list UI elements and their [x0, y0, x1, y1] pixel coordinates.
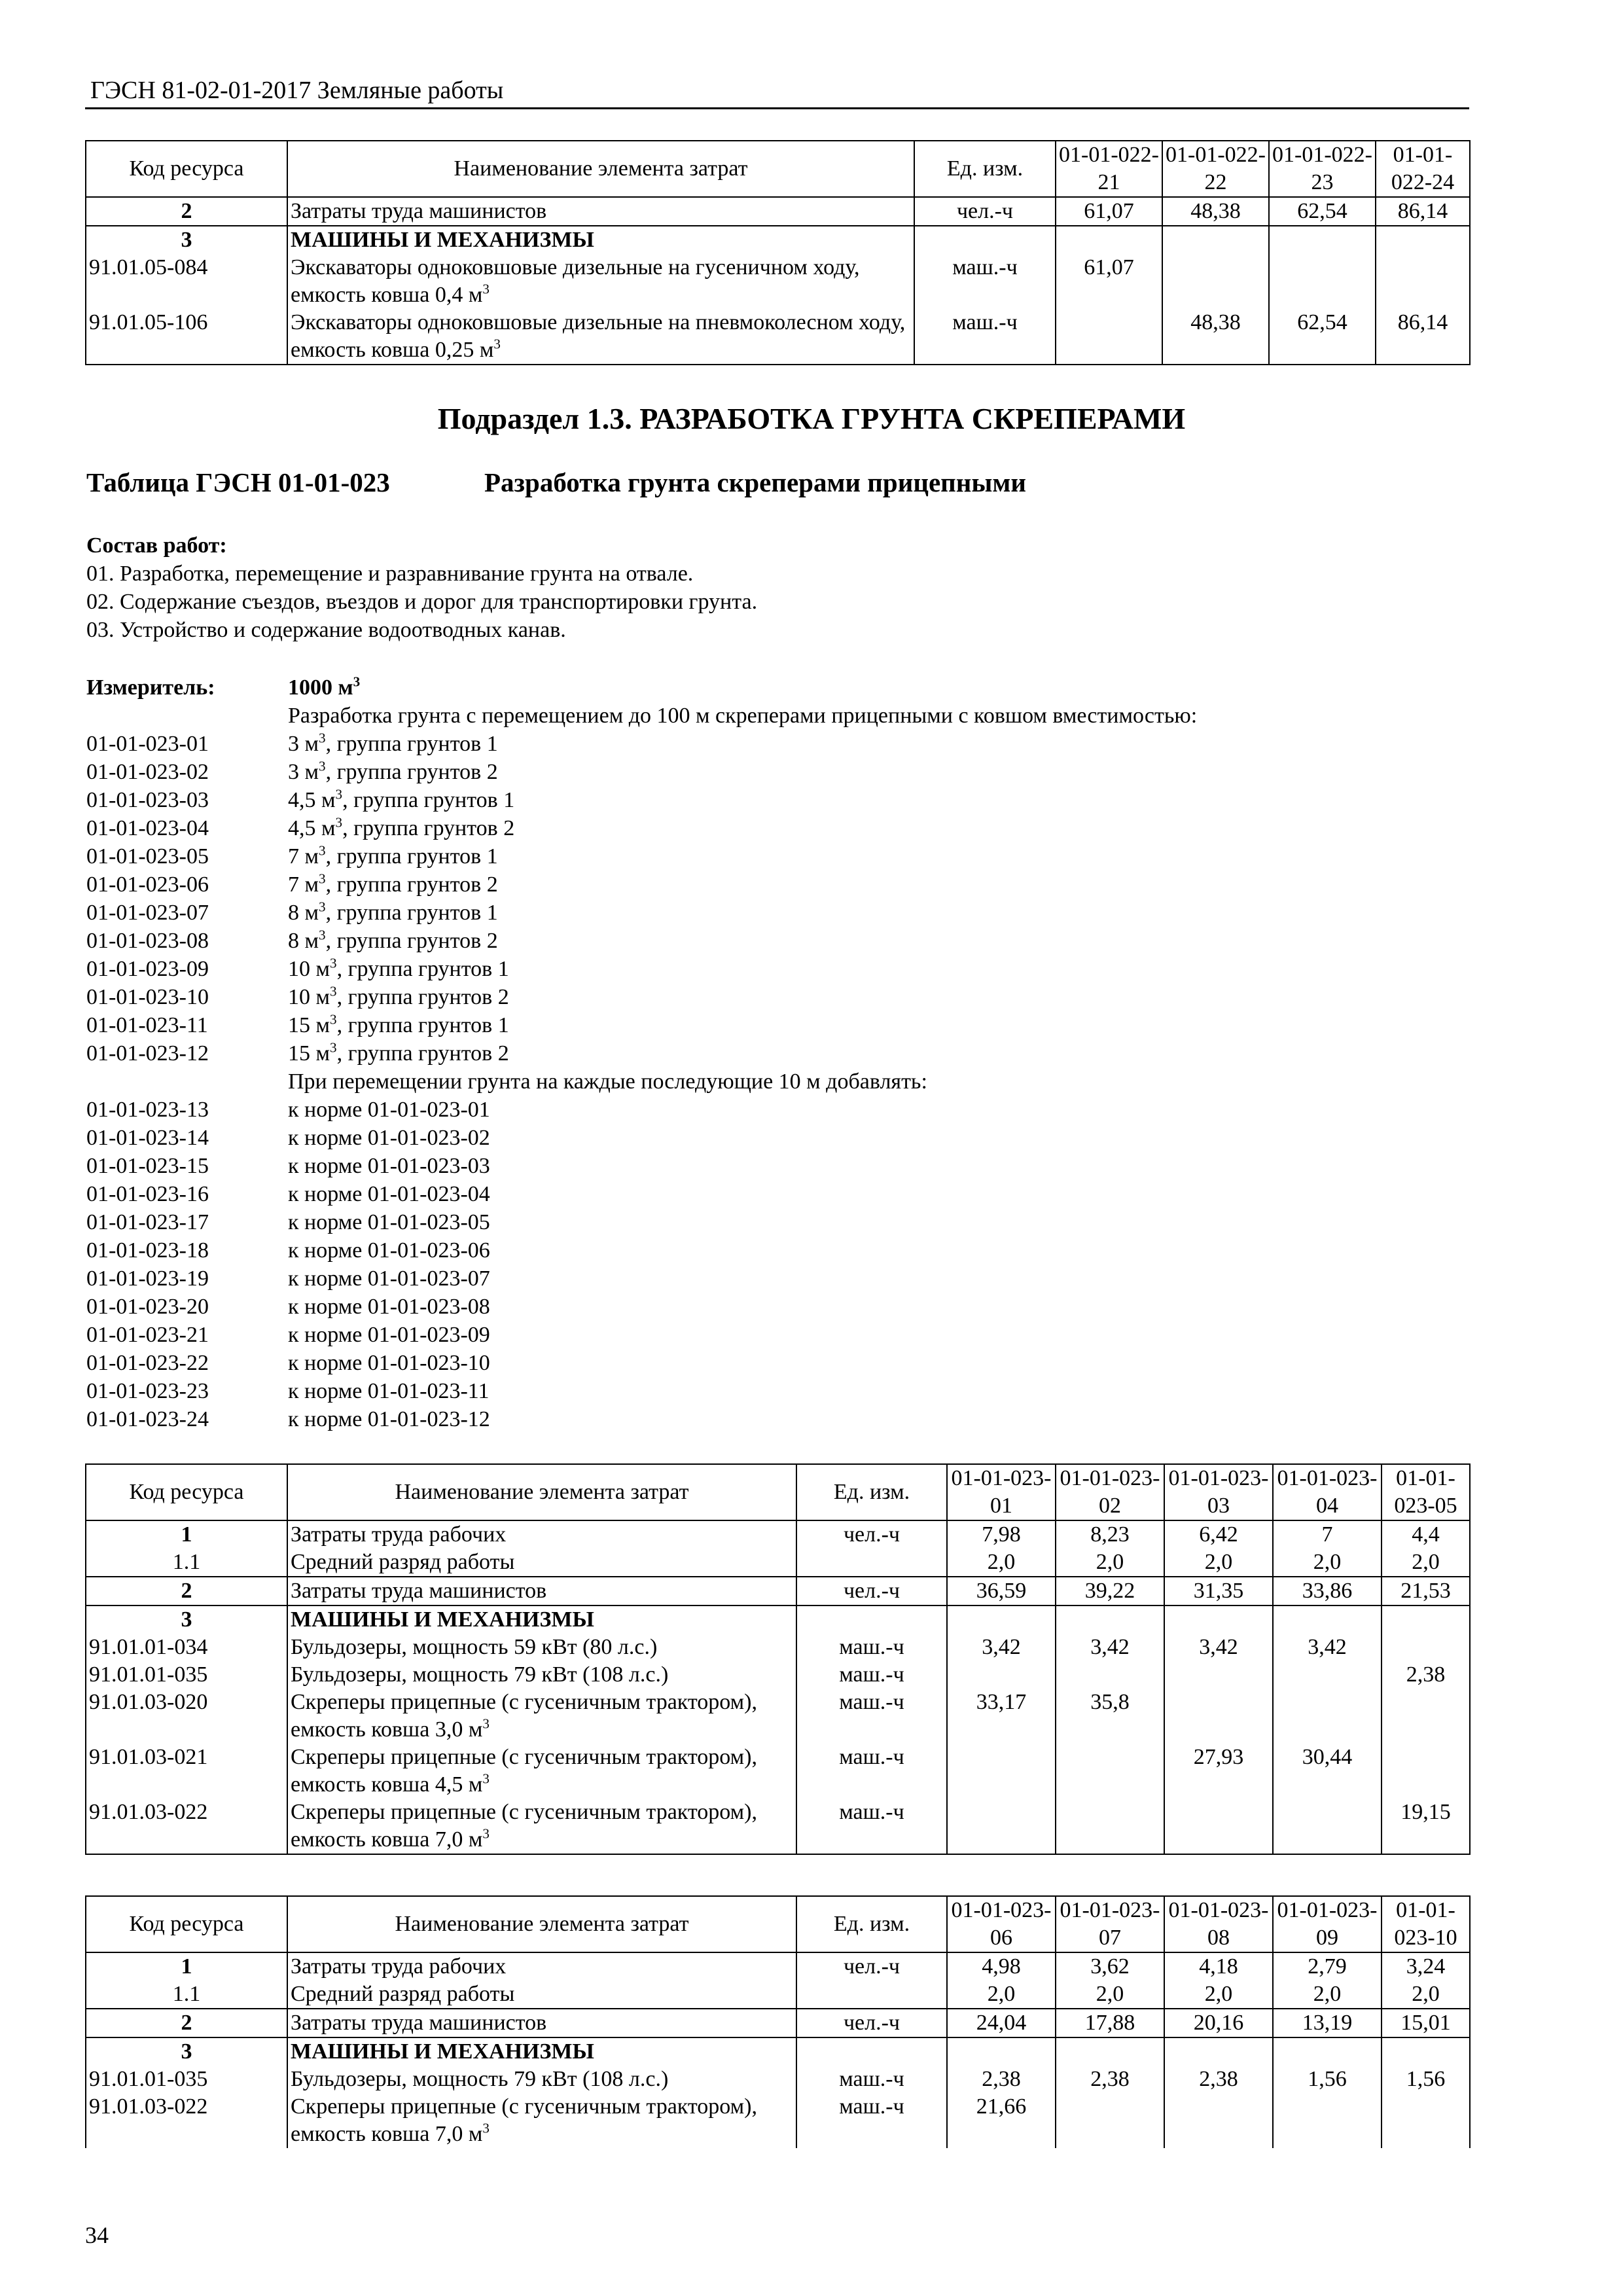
resource-value: 7,98	[947, 1520, 1056, 1549]
empty-cell	[1162, 226, 1269, 254]
resource-value	[1273, 1799, 1382, 1854]
resource-unit: чел.-ч	[914, 197, 1056, 226]
resource-name-text: Скреперы прицепные (с гусеничным трактором), емкость ковша 7,0 $м^3$	[291, 1800, 757, 1852]
norms-intro-2: При перемещении грунта на каждые последующие 10 м добавлять:	[288, 1069, 927, 1094]
resource-value	[1056, 2093, 1164, 2148]
resource-value: 39,22	[1056, 1577, 1164, 1605]
resource-code: 91.01.01-035	[86, 2066, 287, 2093]
resource-value: 7	[1273, 1520, 1382, 1549]
resource-value: 19,15	[1382, 1799, 1470, 1854]
norm-item	[86, 955, 1467, 983]
works-item: 01. Разработка, перемещение и разравнивание грунта на отвале.	[86, 562, 694, 586]
norm-description: к норме 01-01-023-11	[288, 1379, 490, 1403]
resource-unit: маш.-ч	[796, 1634, 947, 1661]
col-header-code: Код ресурса	[86, 141, 287, 197]
resource-name-text: Скреперы прицепные (с гусеничным трактором), емкость ковша 7,0 $м^3$	[291, 2094, 757, 2146]
norm-code: 01-01-023-14	[86, 1126, 209, 1150]
resource-value: 1,56	[1382, 2066, 1470, 2093]
resource-unit: маш.-ч	[796, 1689, 947, 1744]
measurer-label: Измеритель:	[86, 675, 215, 700]
norm-code: 01-01-023-15	[86, 1154, 209, 1178]
resource-value: 30,44	[1273, 1744, 1382, 1799]
resource-code: 91.01.03-022	[86, 2093, 287, 2148]
norm-code: 01-01-023-20	[86, 1295, 209, 1319]
table-row	[86, 1799, 1470, 1854]
resource-value: 2,38	[1382, 1661, 1470, 1689]
resource-value: 21,66	[947, 2093, 1056, 2148]
works-section	[86, 531, 757, 644]
norm-code: 01-01-023-07	[86, 901, 209, 925]
resource-value: 2,0	[1056, 1549, 1164, 1577]
norm-code: 01-01-023-23	[86, 1379, 209, 1403]
resource-name	[287, 254, 914, 309]
norm-description: к норме 01-01-023-02	[288, 1126, 490, 1150]
resource-code: 1.1	[86, 1549, 287, 1577]
resource-code: 91.01.03-021	[86, 1744, 287, 1799]
resource-table-022	[85, 140, 1471, 365]
norm-item	[86, 1349, 1467, 1377]
measurer-value: 1000 $м^3$	[288, 673, 361, 700]
table-row	[86, 1689, 1470, 1744]
empty-cell	[1376, 226, 1470, 254]
col-header-name: Наименование элемента затрат	[287, 1896, 796, 1952]
resource-value: 13,19	[1273, 2009, 1382, 2037]
table-row	[86, 1605, 1470, 1634]
norm-code: 01-01-023-17	[86, 1210, 209, 1234]
resource-value: 6,42	[1164, 1520, 1273, 1549]
col-header-norm: 01-01-023-02	[1056, 1464, 1164, 1520]
table-row	[86, 1520, 1470, 1549]
norm-description: 4,5 $м^3$, группа грунтов 1	[288, 786, 515, 812]
page-number: 34	[85, 2222, 109, 2248]
norms-group	[86, 1096, 1467, 1433]
resource-name	[287, 309, 914, 365]
norm-description: 4,5 $м^3$, группа грунтов 2	[288, 814, 515, 840]
resource-code: 91.01.01-034	[86, 1634, 287, 1661]
running-header: ГЭСН 81-02-01-2017 Земляные работы	[90, 77, 504, 104]
resource-unit: чел.-ч	[796, 1952, 947, 1981]
resource-value	[1382, 2093, 1470, 2148]
table-header-row	[86, 1896, 1470, 1952]
resource-value: 4,4	[1382, 1520, 1470, 1549]
empty-cell	[1056, 1605, 1164, 1634]
resource-name: МАШИНЫ И МЕХАНИЗМЫ	[287, 1605, 796, 1634]
table-row	[86, 254, 1470, 309]
resource-value: 20,16	[1164, 2009, 1273, 2037]
resource-name: МАШИНЫ И МЕХАНИЗМЫ	[287, 226, 914, 254]
resource-value	[947, 1799, 1056, 1854]
norm-item	[86, 1405, 1467, 1433]
norm-code: 01-01-023-05	[86, 844, 209, 869]
resource-value: 86,14	[1376, 309, 1470, 365]
resource-name: Средний разряд работы	[287, 1549, 796, 1577]
table-id: Таблица ГЭСН 01-01-023	[86, 467, 390, 497]
resource-value: 2,38	[1056, 2066, 1164, 2093]
norm-code: 01-01-023-24	[86, 1407, 209, 1431]
resource-value: 2,0	[1382, 1981, 1470, 2009]
resource-name	[287, 2093, 796, 2148]
table-row	[86, 2037, 1470, 2066]
resource-value: 61,07	[1056, 197, 1162, 226]
resource-value: 15,01	[1382, 2009, 1470, 2037]
empty-cell	[1273, 2037, 1382, 2066]
resource-value: 1,56	[1273, 2066, 1382, 2093]
resource-value	[1164, 1661, 1273, 1689]
table-header-row	[86, 1464, 1470, 1520]
norm-description: 8 $м^3$, группа грунтов 1	[288, 899, 498, 925]
resource-value	[1382, 1634, 1470, 1661]
norm-item	[86, 899, 1467, 927]
resource-name: Бульдозеры, мощность 59 кВт (80 л.с.)	[287, 1634, 796, 1661]
norm-item	[86, 814, 1467, 842]
empty-cell	[1164, 1605, 1273, 1634]
resource-value: 3,24	[1382, 1952, 1470, 1981]
resource-value	[1269, 254, 1376, 309]
table-row	[86, 2066, 1470, 2093]
empty-cell	[947, 1605, 1056, 1634]
resource-value: 3,62	[1056, 1952, 1164, 1981]
empty-cell	[1269, 226, 1376, 254]
empty-cell	[1056, 2037, 1164, 2066]
table-header-row	[86, 141, 1470, 197]
col-header-norm: 01-01-023-08	[1164, 1896, 1273, 1952]
col-header-norm: 01-01-022-22	[1162, 141, 1269, 197]
resource-code: 91.01.01-035	[86, 1661, 287, 1689]
works-item: 02. Содержание съездов, въездов и дорог для транспортировки грунта.	[86, 590, 758, 614]
resource-value	[1162, 254, 1269, 309]
norm-item	[86, 1377, 1467, 1405]
resource-value: 21,53	[1382, 1577, 1470, 1605]
norm-description: 10 $м^3$, группа грунтов 2	[288, 983, 509, 1009]
resource-name: Затраты труда рабочих	[287, 1520, 796, 1549]
norm-description: 8 $м^3$, группа грунтов 2	[288, 927, 498, 953]
empty-cell	[1164, 2037, 1273, 2066]
resource-value	[1382, 1744, 1470, 1799]
col-header-norm: 01-01-022-24	[1376, 141, 1470, 197]
resource-value: 2,0	[1164, 1981, 1273, 2009]
norm-code: 01-01-023-03	[86, 788, 209, 812]
norm-item	[86, 870, 1467, 899]
table-row	[86, 2009, 1470, 2037]
resource-value: 24,04	[947, 2009, 1056, 2037]
col-header-norm: 01-01-022-23	[1269, 141, 1376, 197]
norm-item	[86, 1293, 1467, 1321]
resource-unit: маш.-ч	[914, 309, 1056, 365]
empty-cell	[914, 226, 1056, 254]
table-row	[86, 1549, 1470, 1577]
norm-code: 01-01-023-13	[86, 1098, 209, 1122]
norm-item	[86, 1265, 1467, 1293]
works-title: Состав работ:	[86, 533, 227, 558]
norm-description: 10 $м^3$, группа грунтов 1	[288, 955, 509, 981]
table-row	[86, 1981, 1470, 2009]
empty-cell	[796, 2037, 947, 2066]
resource-value: 61,07	[1056, 254, 1162, 309]
resource-name: Бульдозеры, мощность 79 кВт (108 л.с.)	[287, 1661, 796, 1689]
resource-name: Бульдозеры, мощность 79 кВт (108 л.с.)	[287, 2066, 796, 2093]
norm-item	[86, 786, 1467, 814]
norm-item	[86, 983, 1467, 1011]
measurer-row	[86, 673, 1467, 702]
resource-value	[1056, 1799, 1164, 1854]
resource-name-text: Скреперы прицепные (с гусеничным трактором), емкость ковша 4,5 $м^3$	[291, 1745, 757, 1797]
resource-value: 2,0	[947, 1981, 1056, 2009]
norm-item	[86, 1321, 1467, 1349]
resource-value	[947, 1744, 1056, 1799]
norm-description: к норме 01-01-023-10	[288, 1351, 490, 1375]
resource-unit: маш.-ч	[796, 2066, 947, 2093]
norm-item	[86, 1039, 1467, 1067]
resource-name	[287, 1744, 796, 1799]
norm-item	[86, 1011, 1467, 1039]
resource-value: 2,0	[1273, 1549, 1382, 1577]
resource-code: 1.1	[86, 1981, 287, 2009]
resource-value: 36,59	[947, 1577, 1056, 1605]
resource-value: 2,38	[1164, 2066, 1273, 2093]
resource-name	[287, 1689, 796, 1744]
resource-value	[1273, 1661, 1382, 1689]
resource-value: 17,88	[1056, 2009, 1164, 2037]
col-header-code: Код ресурса	[86, 1464, 287, 1520]
resource-value	[1273, 2093, 1382, 2148]
table-row	[86, 197, 1470, 226]
resource-name-text: Экскаваторы одноковшовые дизельные на пневмоколесном ходу, емкость ковша 0,25 $м^3$	[291, 310, 906, 362]
norm-item	[86, 1124, 1467, 1152]
empty-cell	[947, 2037, 1056, 2066]
norm-item	[86, 927, 1467, 955]
resource-name: МАШИНЫ И МЕХАНИЗМЫ	[287, 2037, 796, 2066]
resource-name	[287, 1799, 796, 1854]
subsection-title: Подраздел 1.3. РАЗРАБОТКА ГРУНТА СКРЕПЕРАМИ	[437, 402, 1186, 435]
resource-unit: маш.-ч	[796, 1661, 947, 1689]
resource-value: 2,0	[1056, 1981, 1164, 2009]
col-header-norm: 01-01-023-07	[1056, 1896, 1164, 1952]
col-header-unit: Ед. изм.	[914, 141, 1056, 197]
col-header-norm: 01-01-023-03	[1164, 1464, 1273, 1520]
empty-cell	[1382, 1605, 1470, 1634]
table-row	[86, 226, 1470, 254]
norm-code: 01-01-023-02	[86, 760, 209, 784]
resource-code: 2	[86, 2009, 287, 2037]
norm-description: к норме 01-01-023-09	[288, 1323, 490, 1347]
resource-table-023-06-10	[85, 1895, 1471, 2148]
resource-unit	[796, 1549, 947, 1577]
norm-item	[86, 1152, 1467, 1180]
col-header-unit: Ед. изм.	[796, 1896, 947, 1952]
norm-description: 3 $м^3$, группа грунтов 1	[288, 730, 498, 756]
norm-description: к норме 01-01-023-07	[288, 1266, 490, 1291]
resource-code: 91.01.05-106	[86, 309, 287, 365]
norm-code: 01-01-023-10	[86, 985, 209, 1009]
empty-cell	[1273, 1605, 1382, 1634]
works-item: 03. Устройство и содержание водоотводных канав.	[86, 618, 566, 642]
resource-code: 2	[86, 1577, 287, 1605]
norm-item	[86, 1236, 1467, 1265]
resource-name: Затраты труда машинистов	[287, 197, 914, 226]
resource-value	[1273, 1689, 1382, 1744]
resource-value	[1376, 254, 1470, 309]
table-name: Разработка грунта скреперами прицепными	[484, 467, 1026, 497]
table-row	[86, 1661, 1470, 1689]
norm-description: 3 $м^3$, группа грунтов 2	[288, 758, 498, 784]
table-row	[86, 1634, 1470, 1661]
norm-description: к норме 01-01-023-06	[288, 1238, 490, 1263]
resource-value	[1056, 1661, 1164, 1689]
resource-value: 62,54	[1269, 309, 1376, 365]
col-header-name: Наименование элемента затрат	[287, 1464, 796, 1520]
empty-cell	[1382, 2037, 1470, 2066]
resource-value: 27,93	[1164, 1744, 1273, 1799]
col-header-norm: 01-01-023-10	[1382, 1896, 1470, 1952]
resource-code: 1	[86, 1952, 287, 1981]
resource-name-text: Скреперы прицепные (с гусеничным трактором), емкость ковша 3,0 $м^3$	[291, 1690, 757, 1742]
col-header-norm: 01-01-023-06	[947, 1896, 1056, 1952]
resource-value: 86,14	[1376, 197, 1470, 226]
resource-value	[947, 1661, 1056, 1689]
resource-code: 1	[86, 1520, 287, 1549]
resource-name: Затраты труда рабочих	[287, 1952, 796, 1981]
resource-unit: маш.-ч	[796, 1799, 947, 1854]
norm-description: 7 $м^3$, группа грунтов 2	[288, 870, 498, 897]
col-header-norm: 01-01-023-04	[1273, 1464, 1382, 1520]
resource-value	[1056, 1744, 1164, 1799]
resource-value: 3,42	[1164, 1634, 1273, 1661]
norms-group	[86, 730, 1467, 1067]
table-row	[86, 2093, 1470, 2148]
col-header-norm: 01-01-023-05	[1382, 1464, 1470, 1520]
norm-code: 01-01-023-22	[86, 1351, 209, 1375]
resource-code: 91.01.03-020	[86, 1689, 287, 1744]
resource-value: 31,35	[1164, 1577, 1273, 1605]
resource-name: Затраты труда машинистов	[287, 2009, 796, 2037]
norm-code: 01-01-023-01	[86, 732, 209, 756]
resource-value: 2,0	[1164, 1549, 1273, 1577]
norm-item	[86, 842, 1467, 870]
norm-description: к норме 01-01-023-05	[288, 1210, 490, 1234]
resource-value: 2,0	[1273, 1981, 1382, 2009]
norm-description: к норме 01-01-023-03	[288, 1154, 490, 1178]
norm-item	[86, 730, 1467, 758]
norm-code: 01-01-023-18	[86, 1238, 209, 1263]
resource-code: 3	[86, 226, 287, 254]
col-header-norm: 01-01-022-21	[1056, 141, 1162, 197]
resource-value	[1164, 2093, 1273, 2148]
norm-description: 15 $м^3$, группа грунтов 2	[288, 1039, 509, 1066]
resource-unit: чел.-ч	[796, 1520, 947, 1549]
norm-code: 01-01-023-12	[86, 1041, 209, 1066]
resource-value: 48,38	[1162, 197, 1269, 226]
resource-code: 91.01.05-084	[86, 254, 287, 309]
norm-description: к норме 01-01-023-12	[288, 1407, 490, 1431]
resource-code: 3	[86, 1605, 287, 1634]
resource-value: 33,17	[947, 1689, 1056, 1744]
norm-description: к норме 01-01-023-04	[288, 1182, 490, 1206]
resource-unit: маш.-ч	[796, 1744, 947, 1799]
resource-value: 4,98	[947, 1952, 1056, 1981]
resource-value: 4,18	[1164, 1952, 1273, 1981]
col-header-norm: 01-01-023-09	[1273, 1896, 1382, 1952]
norm-code: 01-01-023-19	[86, 1266, 209, 1291]
norm-description: к норме 01-01-023-08	[288, 1295, 490, 1319]
norms-intro: Разработка грунта с перемещением до 100 м скреперами прицепными с ковшом вместимостью:	[288, 704, 1198, 728]
norm-description: к норме 01-01-023-01	[288, 1098, 490, 1122]
resource-unit: маш.-ч	[914, 254, 1056, 309]
norm-code: 01-01-023-08	[86, 929, 209, 953]
empty-cell	[796, 1605, 947, 1634]
resource-value: 2,0	[1382, 1549, 1470, 1577]
norm-item	[86, 758, 1467, 786]
norm-item	[86, 1208, 1467, 1236]
resource-table-023-01-05	[85, 1463, 1471, 1855]
col-header-name: Наименование элемента затрат	[287, 141, 914, 197]
resource-value: 8,23	[1056, 1520, 1164, 1549]
header-rule	[85, 107, 1469, 109]
col-header-code: Код ресурса	[86, 1896, 287, 1952]
norm-code: 01-01-023-04	[86, 816, 209, 840]
norm-description: 15 $м^3$, группа грунтов 1	[288, 1011, 509, 1037]
resource-value: 48,38	[1162, 309, 1269, 365]
resource-value: 33,86	[1273, 1577, 1382, 1605]
norm-description: 7 $м^3$, группа грунтов 1	[288, 842, 498, 869]
norm-code: 01-01-023-16	[86, 1182, 209, 1206]
resource-unit: чел.-ч	[796, 1577, 947, 1605]
resource-value: 2,79	[1273, 1952, 1382, 1981]
resource-value: 3,42	[1056, 1634, 1164, 1661]
resource-name-text: Экскаваторы одноковшовые дизельные на гусеничном ходу, емкость ковша 0,4 $м^3$	[291, 255, 860, 307]
resource-value	[1056, 309, 1162, 365]
col-header-norm: 01-01-023-01	[947, 1464, 1056, 1520]
resource-code: 91.01.03-022	[86, 1799, 287, 1854]
norms-list	[86, 673, 1467, 1433]
resource-value: 35,8	[1056, 1689, 1164, 1744]
resource-unit: чел.-ч	[796, 2009, 947, 2037]
col-header-unit: Ед. изм.	[796, 1464, 947, 1520]
norm-code: 01-01-023-06	[86, 872, 209, 897]
resource-value: 3,42	[947, 1634, 1056, 1661]
resource-value	[1164, 1689, 1273, 1744]
norm-item	[86, 1180, 1467, 1208]
table-row	[86, 1577, 1470, 1605]
empty-cell	[1056, 226, 1162, 254]
resource-name: Затраты труда машинистов	[287, 1577, 796, 1605]
resource-code: 2	[86, 197, 287, 226]
resource-value: 3,42	[1273, 1634, 1382, 1661]
resource-unit	[796, 1981, 947, 2009]
table-row	[86, 1744, 1470, 1799]
norm-code: 01-01-023-09	[86, 957, 209, 981]
resource-value: 62,54	[1269, 197, 1376, 226]
resource-code: 3	[86, 2037, 287, 2066]
table-row	[86, 1952, 1470, 1981]
table-row	[86, 309, 1470, 365]
norm-code: 01-01-023-21	[86, 1323, 209, 1347]
resource-value	[1382, 1689, 1470, 1744]
resource-value: 2,38	[947, 2066, 1056, 2093]
resource-value	[1164, 1799, 1273, 1854]
norm-code: 01-01-023-11	[86, 1013, 208, 1037]
resource-unit: маш.-ч	[796, 2093, 947, 2148]
resource-value: 2,0	[947, 1549, 1056, 1577]
norm-item	[86, 1096, 1467, 1124]
resource-name: Средний разряд работы	[287, 1981, 796, 2009]
